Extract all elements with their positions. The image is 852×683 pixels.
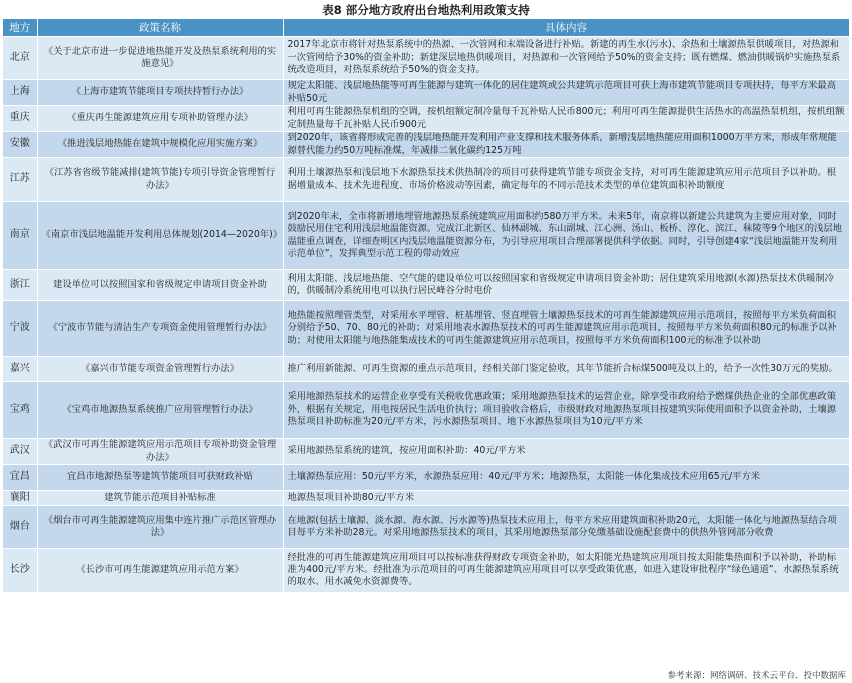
- table-row: [3, 270, 849, 301]
- table-body: [3, 37, 849, 592]
- region-cell: 襄阳: [3, 491, 37, 506]
- table-row: [3, 549, 849, 592]
- region-cell: 江苏: [3, 158, 37, 202]
- policy-cell: 《宝鸡市地源热泵系统推广应用管理暂行办法》: [37, 382, 283, 439]
- content-cell: 利用太阳能、浅层地热能、空气能的建设单位可以按照国家和省级规定申请项目资金补助；居住建筑采用地源(水源)热泵技术供暖制冷的，供暖制冷系统用电可以执行居民峰谷分时电价: [283, 270, 849, 301]
- policy-cell: 《江苏省省级节能减排(建筑节能)专项引导资金管理暂行办法》: [37, 158, 283, 202]
- policy-cell: 《武汉市可再生能源建筑应用示范项目专项补助资金管理办法》: [37, 439, 283, 465]
- policy-cell: 《宁波市节能与清洁生产专项资金使用管理暂行办法》: [37, 301, 283, 357]
- table-row: [3, 506, 849, 549]
- region-cell: 重庆: [3, 106, 37, 132]
- header-region: 地方: [3, 19, 37, 37]
- table-row: [3, 301, 849, 357]
- table-row: [3, 439, 849, 465]
- policy-cell: 宜昌市地源热泵等建筑节能项目可获财政补贴: [37, 465, 283, 491]
- policy-cell: 《长沙市可再生能源建筑应用示范方案》: [37, 549, 283, 592]
- region-cell: 安徽: [3, 132, 37, 158]
- source-note: 参考来源：网络调研、技术云平台、投中数据库: [667, 671, 846, 681]
- content-cell: 到2020年，该省将形成完善的浅层地热能开发利用产业支撑和技术服务体系，新增浅层地热能应用面积1000万平方米，形成年常规能源替代能力约50万吨标准煤，年减排二氧化碳约125万吨: [283, 132, 849, 158]
- region-cell: 烟台: [3, 506, 37, 549]
- policy-cell: 建设单位可以按照国家和省级规定申请项目资金补助: [37, 270, 283, 301]
- content-cell: 在地源(包括土壤源、淡水源、海水源、污水源等)热泵技术应用上，每平方米应用建筑面积补助20元，太阳能一体化与地源热泵结合项目每平方米补助28元。对采用地源热泵技术的项目，其采用地源热泵部分免缴基础设施配套费中的供热外管网部分收费: [283, 506, 849, 549]
- content-cell: 土壤源热泵应用：50元/平方米，水源热泵应用：40元/平方米；地源热泵，太阳能一体化集成技术应用65元/平方米: [283, 465, 849, 491]
- content-cell: 到2020年末，全市将新增地埋管地源热泵系统建筑应用面积约580万平方米。未来5年，南京将以新建公共建筑为主要应用对象，同时鼓励民用住宅利用浅层地温能资源。完成江北新区、仙林副城、东山副城、江心洲、汤山、板桥、淳化、滨江、秣陵等9个地区的浅层地温能重点调查，详细查明区内浅层地温能资源分布，为引导应用项目合理部署提供科学依据。同时，引导创建4家“浅层地温能开发利用示范单位”，发挥典型示范工程的带动效应: [283, 202, 849, 270]
- policy-table: [3, 19, 850, 592]
- content-cell: 地热能按照理管类型，对采用水平埋管、桩基埋管、竖直埋管土壤源热泵技术的可再生能源建筑应用示范项目，按照每平方米负荷面积分别给予50、70、80元的补助；对采用地表水源热泵技术的可再生能源建筑应用示范项目，按照每平方米负荷面积80元的标准予以补助；对使用太阳能与地热能集成技术的可再生能源建筑应用示范项目，按照每平方米负荷面积100元的标准予以补助: [283, 301, 849, 357]
- region-cell: 北京: [3, 37, 37, 80]
- content-cell: 地源热泵项目补助80元/平方米: [283, 491, 849, 506]
- region-cell: 南京: [3, 202, 37, 270]
- content-cell: 采用地源热泵技术的运营企业享受有关税收优惠政策；采用地源热泵技术的运营企业，除享受市政府给予燃煤供热企业的全部优惠政策外，根据有关规定，用电按居民生活电价执行；项目验收合格后，市级财政对地源热泵项目按建筑实际使用面积予以资金补助，土壤源热泵项目补助标准为20元/平方米，污水源热泵项目、地下水源热泵项目为10元/平方米: [283, 382, 849, 439]
- table-row: [3, 106, 849, 132]
- content-cell: 推广利用新能源、可再生资源的重点示范项目，经相关部门鉴定验收，其年节能折合标煤500吨及以上的，给予一次性30万元的奖励。: [283, 357, 849, 382]
- table-row: [3, 202, 849, 270]
- table-row: [3, 80, 849, 106]
- header-row: [3, 19, 849, 37]
- policy-cell: 《烟台市可再生能源建筑应用集中连片推广示范区管理办法》: [37, 506, 283, 549]
- region-cell: 嘉兴: [3, 357, 37, 382]
- policy-cell: 《关于北京市进一步促进地热能开发及热泵系统利用的实施意见》: [37, 37, 283, 80]
- policy-cell: 《嘉兴市节能专项资金管理暂行办法》: [37, 357, 283, 382]
- policy-cell: 《推进浅层地热能在建筑中规模化应用实施方案》: [37, 132, 283, 158]
- table-row: [3, 357, 849, 382]
- content-cell: 利用可再生能源热泵机组的空调，按机组额定制冷量每千瓦补贴人民币800元；利用可再生能源提供生活热水的高温热泵机组，按机组额定制热量每千瓦补贴人民币900元: [283, 106, 849, 132]
- table-row: [3, 382, 849, 439]
- table-row: [3, 465, 849, 491]
- region-cell: 长沙: [3, 549, 37, 592]
- region-cell: 浙江: [3, 270, 37, 301]
- region-cell: 上海: [3, 80, 37, 106]
- policy-cell: 《上海市建筑节能项目专项扶持暂行办法》: [37, 80, 283, 106]
- table-row: [3, 491, 849, 506]
- region-cell: 武汉: [3, 439, 37, 465]
- table-title: 表8 部分地方政府出台地热利用政策支持: [322, 3, 530, 17]
- region-cell: 宁波: [3, 301, 37, 357]
- region-cell: 宜昌: [3, 465, 37, 491]
- region-cell: 宝鸡: [3, 382, 37, 439]
- header-content: 具体内容: [283, 19, 849, 37]
- policy-cell: 《南京市浅层地温能开发利用总体规划(2014—2020年)》: [37, 202, 283, 270]
- policy-cell: 建筑节能示范项目补贴标准: [37, 491, 283, 506]
- table-row: [3, 132, 849, 158]
- content-cell: 规定太阳能、浅层地热能等可再生能源与建筑一体化的居住建筑或公共建筑示范项目可获上海市建筑节能项目专项扶持，每平方米最高补贴50元: [283, 80, 849, 106]
- table-row: [3, 37, 849, 80]
- content-cell: 利用土壤源热泵和浅层地下水源热泵技术供热制冷的项目可获得建筑节能专项资金支持，对可再生能源建筑应用示范项目予以补助。根据增量成本、技术先进程度、市场价格波动等因素，确定每年的不同示范技术类型的单位建筑面积补助额度: [283, 158, 849, 202]
- policy-cell: 《重庆再生能源建筑应用专项补助管理办法》: [37, 106, 283, 132]
- header-policy: 政策名称: [37, 19, 283, 37]
- content-cell: 2017年北京市将针对热泵系统中的热源、一次管网和末端设备进行补贴。新建的再生水(污水)、余热和土壤源热泵供暖项目，对热源和一次管网给予30%的资金补助；新建深层地热供暖项目，对热源和一次管网给予50%的资金支持；既有燃煤、燃油供暖锅炉实施热泵系统改造项目，对热泵系统给予50%的资金支持。: [283, 37, 849, 80]
- table-row: [3, 158, 849, 202]
- content-cell: 采用地源热泵系统的建筑，按应用面积补助：40元/平方米: [283, 439, 849, 465]
- content-cell: 经批准的可再生能源建筑应用项目可以按标准获得财政专项资金补助，如太阳能光热建筑应用项目按太阳能集热面积予以补助，补助标准为400元/平方米。经批准为示范项目的可再生能源建筑应用项目可以享受政策优惠，如进入建设审批程序“绿色通道”、水源热泵系统的取水、用水减免水资源费等。: [283, 549, 849, 592]
